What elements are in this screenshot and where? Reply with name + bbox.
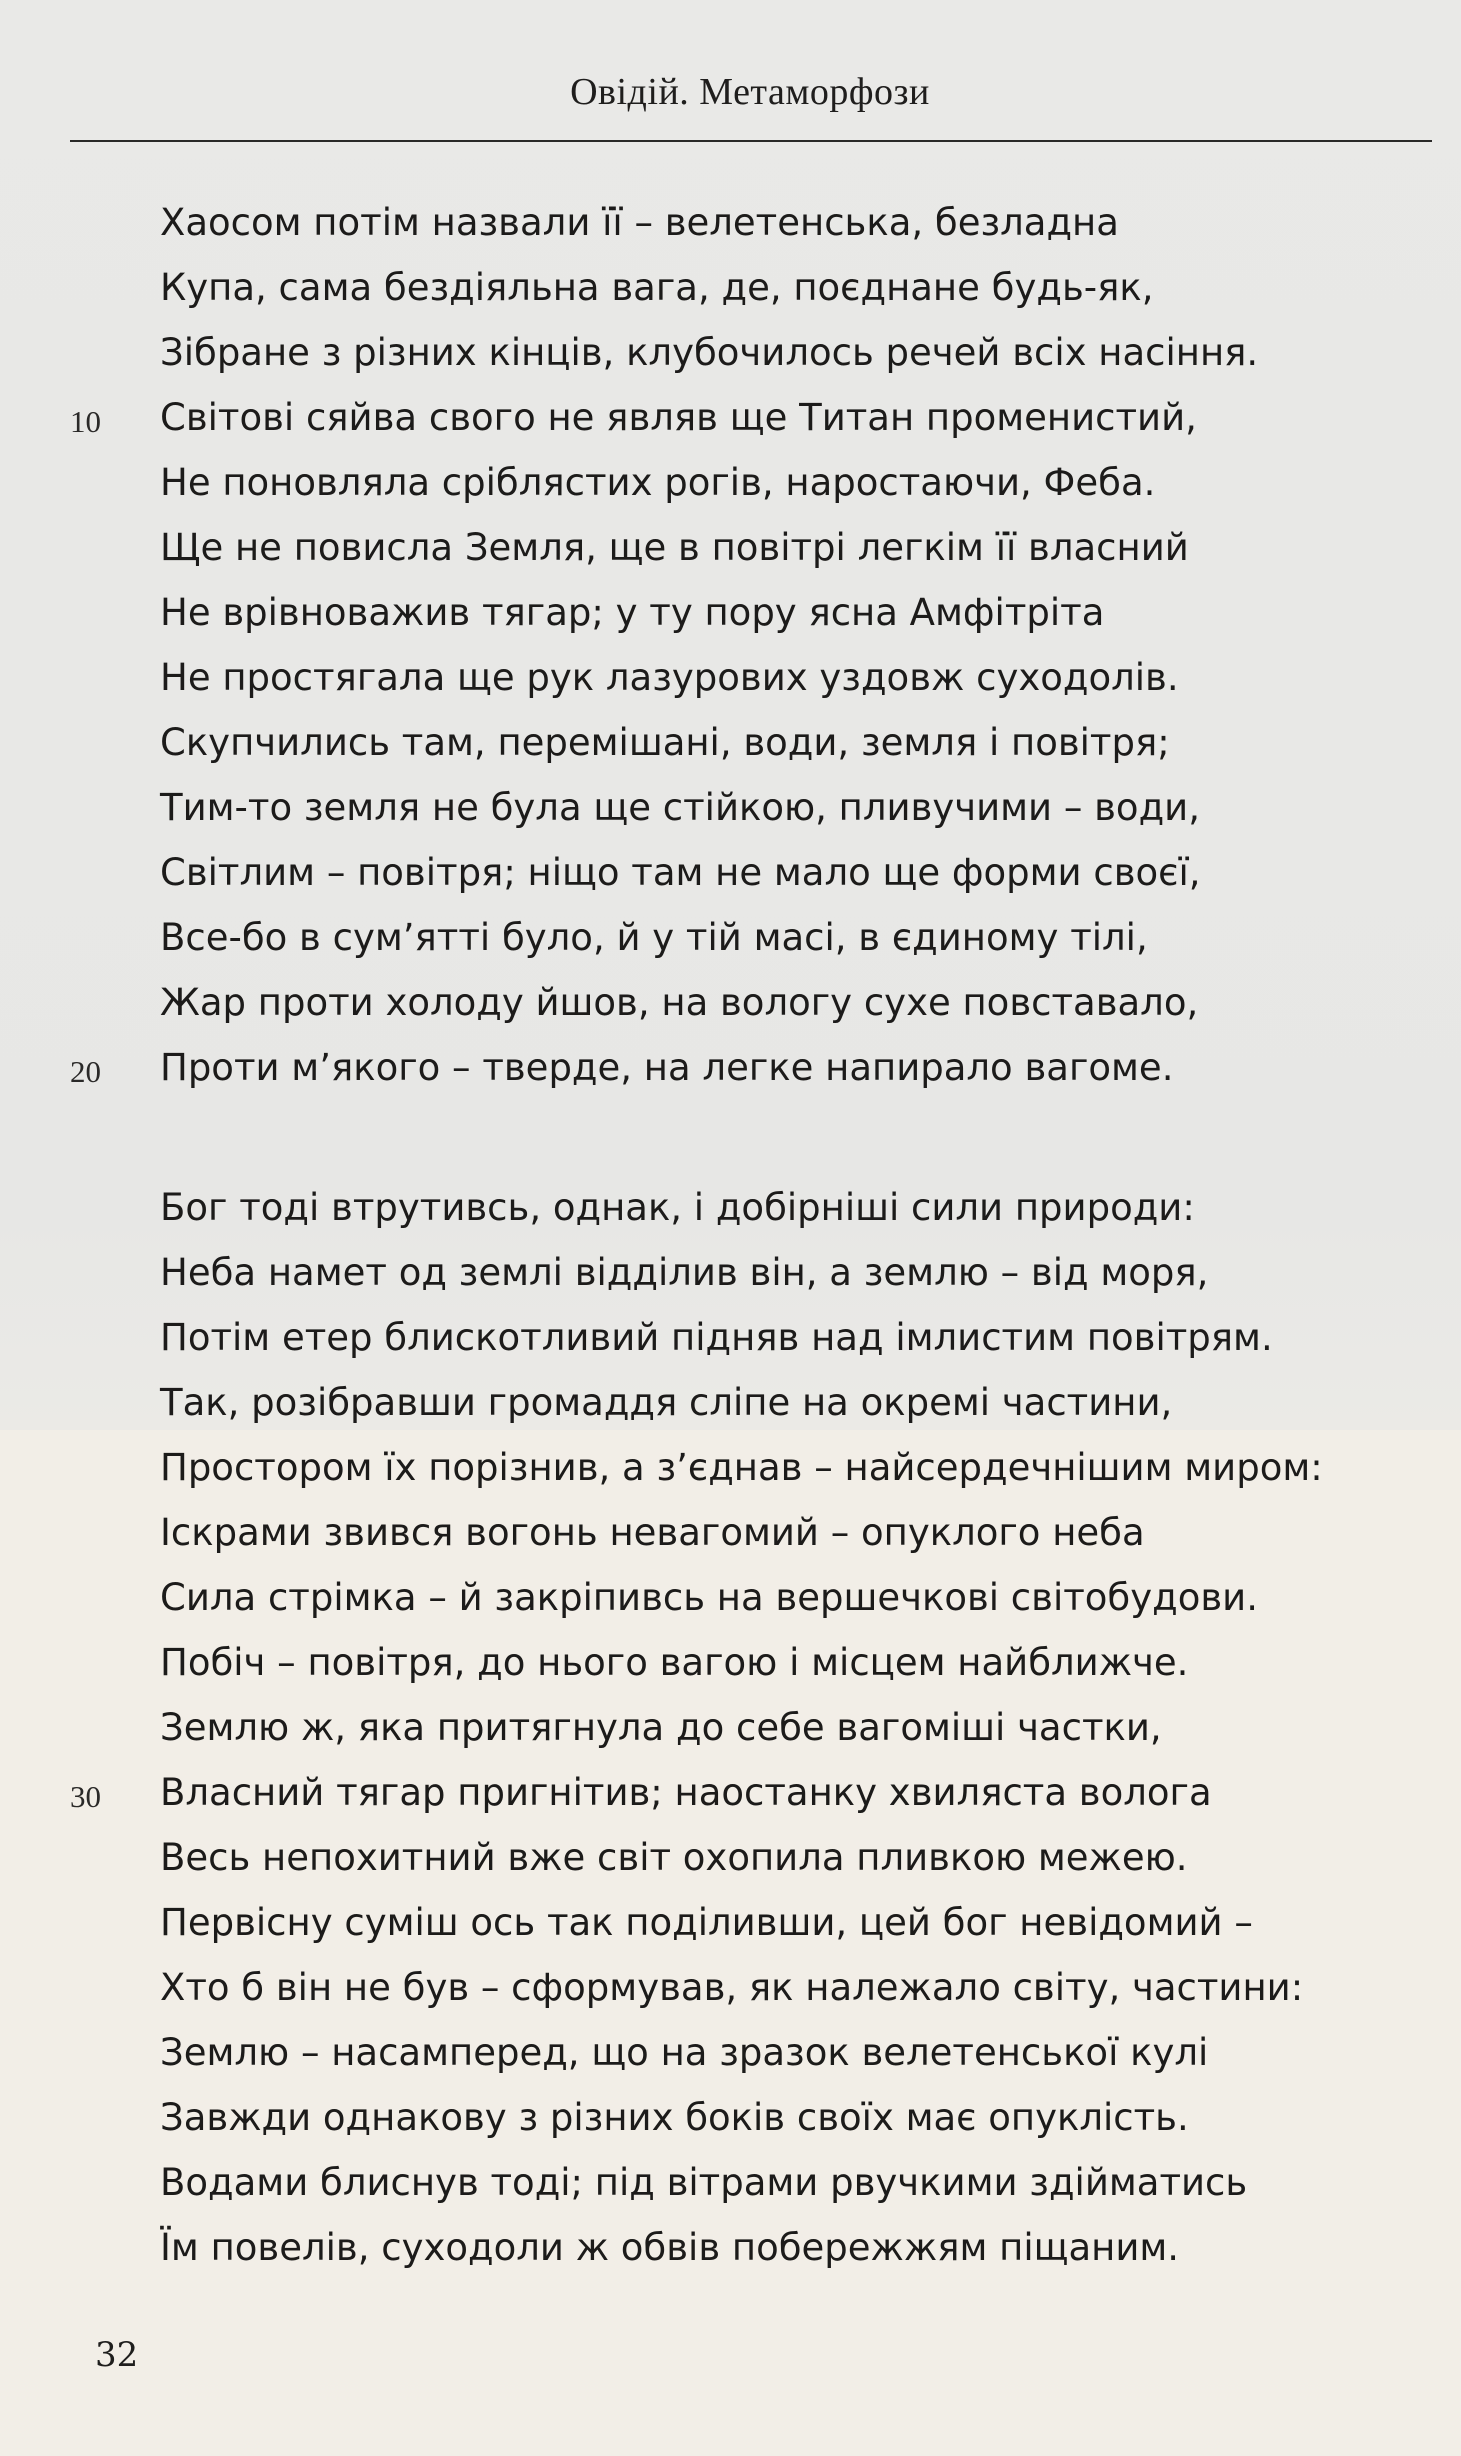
verse-text: Не поновляла сріблястих рогів, наростаючи, Феба. — [160, 461, 1156, 504]
verse-line — [160, 2215, 1440, 2280]
verse-line — [160, 1695, 1440, 1760]
verse-text: Неба намет од землі відділив він, а землю – від моря, — [160, 1251, 1209, 1294]
verse-text: Простором їх порізнив, а з’єднав – найсердечнішим миром: — [160, 1446, 1323, 1489]
verse-line — [160, 1825, 1440, 1890]
verse-text: Іскрами звився вогонь невагомий – опуклого неба — [160, 1511, 1145, 1554]
verse-text: Жар проти холоду йшов, на вологу сухе повставало, — [160, 981, 1199, 1024]
verse-line — [160, 1240, 1440, 1305]
verse-text: Сила стрімка – й закріпивсь на вершечкові світобудови. — [160, 1576, 1258, 1619]
line-number: 30 — [70, 1779, 101, 1814]
header-rule — [70, 140, 1432, 142]
verse-text: Власний тягар пригнітив; наостанку хвиляста волога — [160, 1771, 1212, 1814]
verse-line — [160, 710, 1440, 775]
verse-line — [160, 1955, 1440, 2020]
verse-text: Ще не повисла Земля, ще в повітрі легкім її власний — [160, 526, 1189, 569]
verse-text: Купа, сама бездіяльна вага, де, поєднане будь-як, — [160, 266, 1154, 309]
verse-text: Завжди однакову з різних боків своїх має опуклість. — [160, 2096, 1189, 2139]
verse-text: Весь непохитний вже світ охопила пливкою межею. — [160, 1836, 1188, 1879]
verse-text: Зібране з різних кінців, клубочилось речей всіх насіння. — [160, 331, 1259, 374]
verse-text: Землю ж, яка притягнула до себе вагоміші частки, — [160, 1706, 1162, 1749]
verse-line — [160, 580, 1440, 645]
verse-text: Водами блиснув тоді; під вітрами рвучкими здійматись — [160, 2161, 1248, 2204]
line-number: 20 — [70, 1054, 101, 1089]
verse-text: Проти м’якого – тверде, на легке напирало вагоме. — [160, 1046, 1174, 1089]
verse-line — [160, 1565, 1440, 1630]
verse-line — [160, 970, 1440, 1035]
verse-line — [160, 450, 1440, 515]
verse-text: Первісну суміш ось так поділивши, цей бог невідомий – — [160, 1901, 1253, 1944]
verse-text: Не врівноважив тягар; у ту пору ясна Амфітріта — [160, 591, 1105, 634]
verse-text: Все-бо в сум’ятті було, й у тій масі, в єдиному тілі, — [160, 916, 1148, 959]
verse-line — [70, 1035, 1440, 1100]
verse-line — [160, 645, 1440, 710]
verse-text: Бог тоді втрутивсь, однак, і добірніші сили природи: — [160, 1186, 1195, 1229]
verse-line — [160, 2150, 1440, 2215]
verse-line — [70, 1760, 1440, 1825]
verse-line — [160, 1890, 1440, 1955]
verse-line — [160, 1435, 1440, 1500]
stanza-1 — [70, 190, 1440, 1100]
verse-text: Світлим – повітря; ніщо там не мало ще форми своєї, — [160, 851, 1201, 894]
verse-line — [160, 1630, 1440, 1695]
verse-line — [160, 1370, 1440, 1435]
verse-line — [160, 255, 1440, 320]
verse-line — [70, 385, 1440, 450]
verse-text: Їм повелів, суходоли ж обвів побережжям піщаним. — [160, 2226, 1180, 2269]
verse-line — [160, 515, 1440, 580]
verse-text: Так, розібравши громаддя сліпе на окремі частини, — [160, 1381, 1173, 1424]
verse-line — [160, 1305, 1440, 1370]
stanza-2 — [70, 1175, 1440, 2280]
verse-text: Хаосом потім назвали її – велетенська, безладна — [160, 201, 1119, 244]
verse-text: Побіч – повітря, до нього вагою і місцем найближче. — [160, 1641, 1189, 1684]
verse-line — [160, 320, 1440, 385]
verse-text: Тим-то земля не була ще стійкою, пливучими – води, — [160, 786, 1200, 829]
verse-line — [160, 190, 1440, 255]
verse-text: Скупчились там, перемішані, води, земля і повітря; — [160, 721, 1170, 764]
page-number: 32 — [95, 2335, 139, 2375]
verse-text: Землю – насамперед, що на зразок велетенської кулі — [160, 2031, 1209, 2074]
verse-line — [160, 905, 1440, 970]
verse-line — [160, 2020, 1440, 2085]
verse-line — [160, 1175, 1440, 1240]
verse-line — [160, 1500, 1440, 1565]
verse-text: Не простягала ще рук лазурових уздовж суходолів. — [160, 656, 1179, 699]
running-title: Овідій. Метаморфози — [570, 71, 930, 113]
verse-text: Світові сяйва свого не являв ще Титан променистий, — [160, 396, 1197, 439]
verse-text: Потім етер блискотливий підняв над імлистим повітрям. — [160, 1316, 1273, 1359]
verse-text: Хто б він не був – сформував, як належало світу, частини: — [160, 1966, 1304, 2009]
verse-line — [160, 2085, 1440, 2150]
line-number: 10 — [70, 404, 101, 439]
verse-line — [160, 840, 1440, 905]
verse-line — [160, 775, 1440, 840]
